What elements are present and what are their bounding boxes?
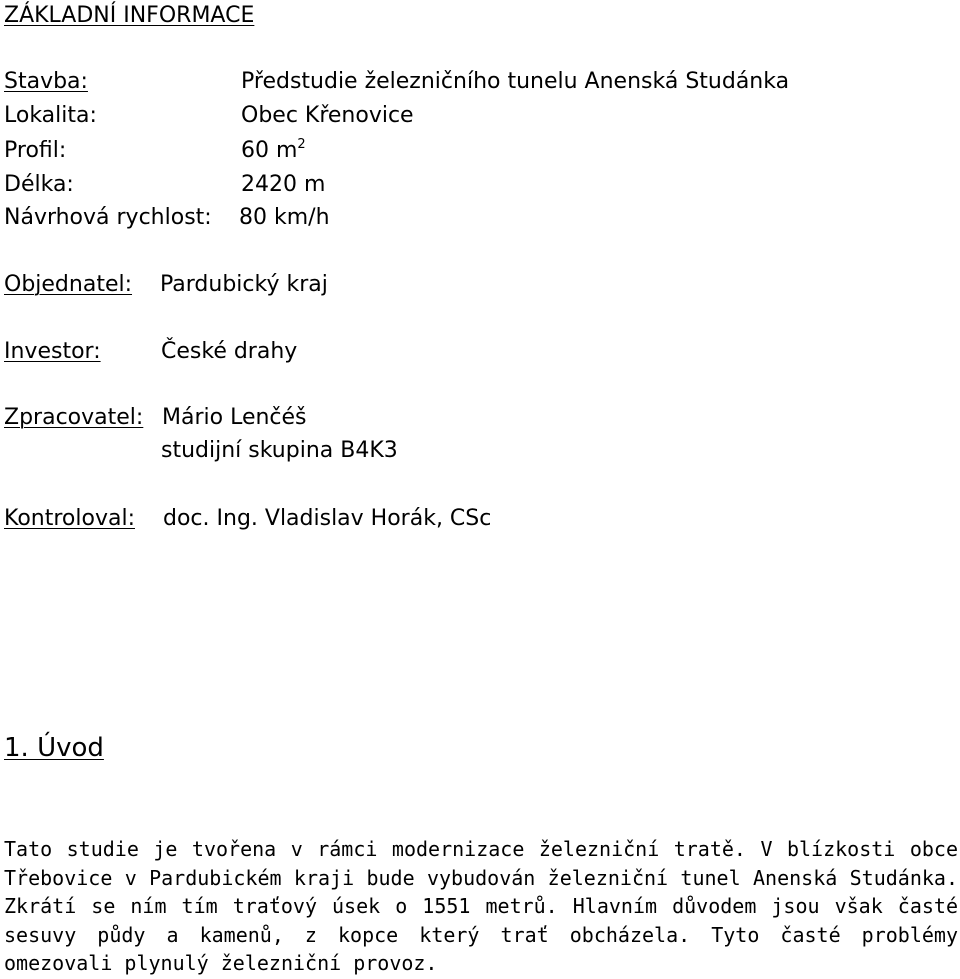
delka-value: 2420 m [241,172,326,197]
zpracovatel-group: studijní skupina B4K3 [161,438,398,463]
investor-value: České drahy [161,339,298,364]
delka-label: Délka: [4,172,74,197]
objednatel-label: Objednatel: [4,272,133,297]
rychlost-value: 80 km/h [239,205,330,230]
stavba-label: Stavba: [4,69,88,94]
rychlost-label: Návrhová rychlost: [4,205,212,230]
kontroloval-label: Kontroloval: [4,506,135,531]
profil-exponent: 2 [297,137,306,152]
profil-value [241,137,306,165]
zpracovatel-value: Mário Lenčéš [162,405,307,430]
kontroloval-value: doc. Ing. Vladislav Horák, CSc [163,506,492,531]
intro-paragraph: Tato studie je tvořena v rámci modernizace železniční tratě. V blízkosti obce Třebovice v Pardubickém kraji bude vybudován železniční tunel Anenská Studánka. Zkrátí se ním tím traťový úsek o 1551 metrů. Hlavním důvodem jsou však časté sesuvy půdy a kamenů, z kopce který trať obcházela. Tyto časté problémy omezovali plynulý železniční provoz. [4,837,958,976]
profil-number: 60 m [241,138,298,163]
zpracovatel-label: Zpracovatel: [4,405,144,430]
section-heading: 1. Úvod [4,733,104,763]
lokalita-value: Obec Křenovice [241,103,414,128]
objednatel-value: Pardubický kraj [160,272,328,297]
lokalita-label: Lokalita: [4,103,97,128]
investor-label: Investor: [4,339,101,364]
stavba-value: Předstudie železničního tunelu Anenská Studánka [241,69,790,94]
document-title: ZÁKLADNÍ INFORMACE [4,3,255,28]
profil-label: Profil: [4,138,67,163]
